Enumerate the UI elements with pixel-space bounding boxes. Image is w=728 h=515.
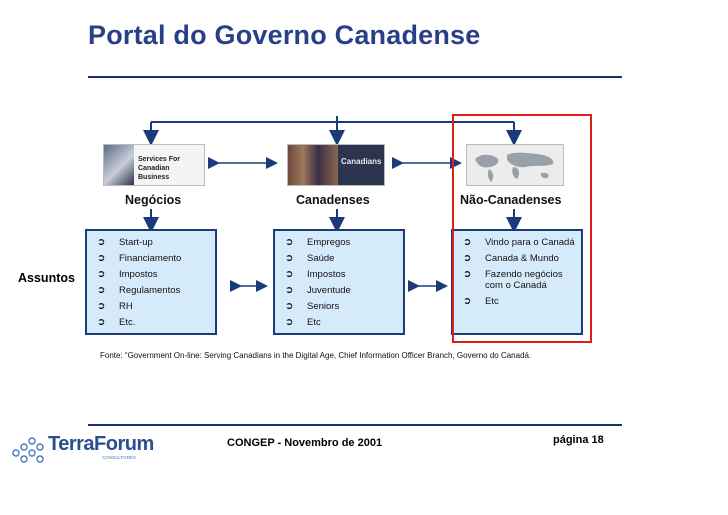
bullet-arrow-icon: ➲ — [285, 269, 294, 280]
list-item: ➲ Fazendo negócios com o Canadá — [463, 269, 563, 291]
thumb-business-site: Services For Canadian Business — [103, 144, 205, 186]
footer-event: CONGEP - Novembro de 2001 — [227, 437, 383, 449]
list-item: ➲ Regulamentos — [97, 285, 181, 296]
list-item: ➲ Empregos — [285, 237, 351, 248]
logo-wordmark: TerraForum — [48, 433, 154, 455]
topics-box-canadenses — [273, 229, 405, 335]
thumb-canadians-site: Canadians — [287, 144, 385, 186]
bullet-arrow-icon: ➲ — [285, 285, 294, 296]
row-label-assuntos: Assuntos — [18, 271, 75, 285]
topics-box-negocios — [85, 229, 217, 335]
list-item: ➲ Impostos — [285, 269, 346, 280]
bullet-arrow-icon: ➲ — [463, 296, 472, 307]
bullet-arrow-icon: ➲ — [285, 253, 294, 264]
bullet-arrow-icon: ➲ — [97, 285, 106, 296]
bullet-arrow-icon: ➲ — [463, 269, 472, 280]
list-item: ➲ Impostos — [97, 269, 158, 280]
source-note: Fonte: “Government On-line: Serving Canadians in the Digital Age, Chief Information Officer Branch, Governo do Canadá. — [100, 351, 532, 360]
bullet-arrow-icon: ➲ — [97, 237, 106, 248]
bullet-arrow-icon: ➲ — [97, 269, 106, 280]
bullet-arrow-icon: ➲ — [285, 237, 294, 248]
logo-dots-icon — [10, 433, 50, 467]
list-item: ➲ Etc — [463, 296, 499, 307]
terraforum-logo — [10, 433, 154, 467]
column-label-nao-canadenses: Não-Canadenses — [460, 193, 562, 207]
list-item: ➲ Seniors — [285, 301, 340, 312]
list-item: ➲ Start-up — [97, 237, 153, 248]
footer-rule — [88, 424, 622, 426]
list-item: ➲ Etc — [285, 317, 321, 328]
column-label-canadenses: Canadenses — [296, 193, 370, 207]
list-item: ➲ RH — [97, 301, 133, 312]
column-label-negocios: Negócios — [125, 193, 182, 207]
list-item: ➲ Canada & Mundo — [463, 253, 559, 264]
list-item: ➲ Financiamento — [97, 253, 182, 264]
list-item: ➲ Juventude — [285, 285, 351, 296]
bullet-arrow-icon: ➲ — [463, 253, 472, 264]
logo-subtitle: CONSULTORES — [102, 455, 136, 460]
bullet-arrow-icon: ➲ — [97, 301, 106, 312]
page-number: página 18 — [553, 434, 604, 446]
bullet-arrow-icon: ➲ — [285, 301, 294, 312]
highlight-frame — [452, 114, 592, 343]
list-item: ➲ Saúde — [285, 253, 335, 264]
list-item: ➲ Vindo para o Canadá — [463, 237, 575, 248]
bullet-arrow-icon: ➲ — [285, 317, 294, 328]
page-title: Portal do Governo Canadense — [88, 20, 481, 50]
bullet-arrow-icon: ➲ — [97, 253, 106, 264]
list-item: ➲ Etc. — [97, 317, 136, 328]
bullet-arrow-icon: ➲ — [97, 317, 106, 328]
bullet-arrow-icon: ➲ — [463, 237, 472, 248]
